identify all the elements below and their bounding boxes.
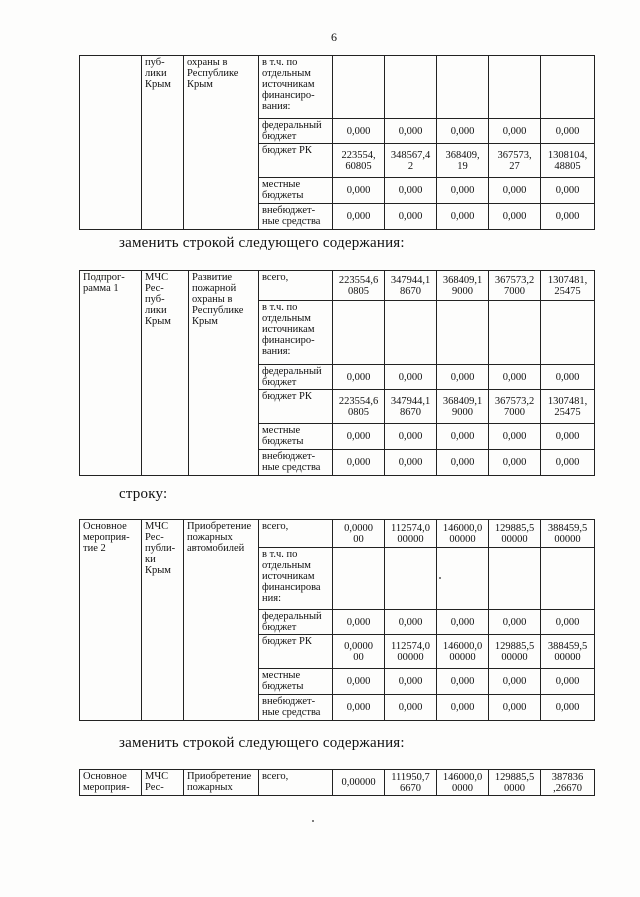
amount-cell	[437, 695, 489, 721]
amount-cell-text: 0,000	[398, 125, 423, 137]
funding-source-cell-text: в т.ч. по отдельным источникам финансирова ния:	[262, 549, 321, 604]
amount-cell-text: 0,000	[555, 211, 580, 222]
amount-cell	[333, 271, 385, 301]
amount-cell-text: 0,000	[502, 676, 527, 687]
amount-cell-text: 0,000	[346, 431, 371, 442]
amount-cell	[489, 56, 541, 119]
amount-cell-text: 0,000	[555, 125, 580, 137]
budget-table-continued	[79, 55, 595, 230]
amount-cell	[489, 178, 541, 204]
amount-cell	[541, 204, 595, 230]
program-name-cell-text: Приобретение пожарных автомобилей	[187, 521, 252, 554]
amount-cell	[437, 635, 489, 669]
program-code-cell	[80, 271, 142, 476]
amount-cell	[385, 669, 437, 695]
program-name-cell-text: Приобретение пожарных	[187, 771, 252, 793]
amount-cell-text: 0,000	[450, 457, 475, 468]
funding-source-cell-text: федеральный бюджет	[262, 120, 322, 142]
funding-source-cell	[259, 119, 333, 144]
amount-cell	[489, 424, 541, 450]
amount-cell	[489, 695, 541, 721]
amount-cell	[385, 56, 437, 119]
table1-body	[80, 56, 595, 230]
funding-source-cell	[259, 635, 333, 669]
amount-cell-text: 223554,6 0805	[338, 274, 379, 297]
amount-cell	[385, 271, 437, 301]
amount-cell	[333, 390, 385, 424]
amount-cell-text: 1307481, 25475	[547, 274, 588, 297]
funding-source-cell-text: внебюджет- ные средства	[262, 696, 321, 718]
amount-cell-text: 347944,1 8670	[390, 274, 431, 297]
amount-cell-text: 1308104, 48805	[547, 149, 588, 172]
amount-cell-text: 0,0000 00	[344, 640, 373, 663]
amount-cell	[333, 635, 385, 669]
funding-source-cell-text: всего,	[262, 521, 289, 532]
amount-cell	[437, 204, 489, 230]
amount-cell	[489, 669, 541, 695]
program-code-cell	[80, 770, 142, 796]
amount-cell	[333, 450, 385, 476]
funding-source-cell	[259, 450, 333, 476]
funding-source-cell-text: местные бюджеты	[262, 425, 304, 447]
amount-cell	[541, 610, 595, 635]
funding-source-cell	[259, 390, 333, 424]
funding-source-cell-text: в т.ч. по отдельным источникам финансиро- вания:	[262, 302, 315, 357]
amount-cell	[333, 119, 385, 144]
funding-source-cell	[259, 56, 333, 119]
amount-cell	[541, 178, 595, 204]
amount-cell	[541, 450, 595, 476]
amount-cell-text: 368409,1 9000	[442, 274, 483, 297]
amount-cell	[489, 770, 541, 796]
subprogram-1-table	[79, 270, 595, 476]
amount-cell	[541, 695, 595, 721]
amount-cell-text: 0,000	[346, 676, 371, 687]
funding-source-cell-text: внебюджет- ные средства	[262, 451, 321, 473]
amount-cell	[489, 548, 541, 610]
amount-cell	[489, 204, 541, 230]
amount-cell-text: 0,000	[450, 616, 475, 628]
amount-cell-text: 0,000	[398, 185, 423, 196]
funding-source-cell	[259, 144, 333, 178]
funding-source-cell	[259, 610, 333, 635]
amount-cell	[385, 635, 437, 669]
funding-source-cell-text: всего,	[262, 771, 289, 782]
funding-source-cell-text: бюджет РК	[262, 636, 312, 647]
amount-cell	[333, 669, 385, 695]
amount-cell-text: 223554, 60805	[341, 149, 376, 172]
funding-source-cell	[259, 424, 333, 450]
funding-source-cell-text: местные бюджеты	[262, 179, 304, 201]
funding-source-cell-text: федеральный бюджет	[262, 366, 322, 388]
executor-cell	[142, 770, 184, 796]
amount-cell-text: 146000,0 00000	[442, 522, 483, 545]
funding-source-cell	[259, 770, 333, 796]
amount-cell-text: 0,000	[502, 371, 527, 383]
amount-cell	[333, 610, 385, 635]
funding-source-cell-text: бюджет РК	[262, 145, 312, 156]
amount-cell	[489, 635, 541, 669]
amount-cell	[385, 770, 437, 796]
amount-cell	[437, 669, 489, 695]
amount-cell-text: 0,000	[346, 211, 371, 222]
amount-cell-text: 223554,6 0805	[338, 395, 379, 418]
amount-cell	[437, 301, 489, 365]
amount-cell-text: 0,000	[450, 676, 475, 687]
amount-cell	[541, 56, 595, 119]
amount-cell-text: 0,000	[502, 457, 527, 468]
amount-cell	[385, 390, 437, 424]
amount-cell	[541, 770, 595, 796]
amount-cell-text: 367573, 27	[497, 149, 532, 172]
funding-source-cell	[259, 695, 333, 721]
funding-source-cell-text: бюджет РК	[262, 391, 312, 402]
program-code-cell	[80, 520, 142, 721]
amount-cell-text: 0,000	[450, 211, 475, 222]
amount-cell	[385, 204, 437, 230]
amount-cell-text: 129885,5 00000	[494, 640, 535, 663]
amount-cell-text: 112574,0 00000	[391, 522, 430, 545]
program-name-cell	[189, 271, 259, 476]
program-name-cell-text: охраны в Республике Крым	[187, 57, 239, 90]
amount-cell	[541, 424, 595, 450]
funding-source-cell-text: внебюджет- ные средства	[262, 205, 321, 227]
amount-cell	[385, 144, 437, 178]
amount-cell-text: 0,000	[398, 457, 423, 468]
amount-cell-text: 0,000	[346, 125, 371, 137]
amount-cell	[437, 450, 489, 476]
amount-cell	[333, 548, 385, 610]
program-name-cell	[184, 520, 259, 721]
amount-cell-text: 0,000	[555, 702, 580, 713]
amount-cell-text: 387836 ,26670	[551, 771, 584, 794]
amount-cell-text: 0,000	[502, 616, 527, 628]
main-activity-2-new-table	[79, 769, 595, 796]
amount-cell	[489, 301, 541, 365]
amount-cell	[333, 770, 385, 796]
amount-cell-text: 0,000	[450, 125, 475, 137]
amount-cell-text: 0,000	[502, 185, 527, 196]
amount-cell-text: 0,000	[555, 457, 580, 468]
funding-source-cell-text: местные бюджеты	[262, 670, 304, 692]
amount-cell-text: 348567,4 2	[390, 149, 431, 172]
table-row	[80, 520, 595, 548]
amount-cell-text: 388459,5 00000	[547, 640, 588, 663]
amount-cell	[385, 520, 437, 548]
amount-cell	[489, 520, 541, 548]
amount-cell	[385, 178, 437, 204]
amount-cell-text: 0,000	[555, 616, 580, 628]
program-name-cell	[184, 770, 259, 796]
executor-cell	[142, 271, 189, 476]
amount-cell	[437, 520, 489, 548]
amount-cell	[489, 390, 541, 424]
executor-cell-text: МЧС Рес- пуб- лики Крым	[145, 272, 171, 327]
amount-cell	[333, 56, 385, 119]
amount-cell	[541, 119, 595, 144]
scan-speck	[439, 577, 441, 579]
amount-cell-text: 0,000	[346, 371, 371, 383]
amount-cell	[385, 450, 437, 476]
amount-cell	[541, 390, 595, 424]
amount-cell	[541, 635, 595, 669]
amount-cell-text: 347944,1 8670	[390, 395, 431, 418]
funding-source-cell	[259, 548, 333, 610]
funding-source-cell-text: в т.ч. по отдельным источникам финансиро- вания:	[262, 57, 315, 112]
amount-cell-text: 129885,5 0000	[494, 771, 535, 794]
funding-source-cell	[259, 178, 333, 204]
amount-cell-text: 129885,5 00000	[494, 522, 535, 545]
executor-cell	[142, 520, 184, 721]
funding-source-cell	[259, 271, 333, 301]
funding-source-cell	[259, 365, 333, 390]
amount-cell	[333, 301, 385, 365]
amount-cell-text: 368409,1 9000	[442, 395, 483, 418]
amount-cell-text: 0,000	[398, 616, 423, 628]
amount-cell	[541, 365, 595, 390]
amount-cell-text: 0,000	[398, 431, 423, 442]
main-activity-2-table	[79, 519, 595, 721]
amount-cell	[437, 56, 489, 119]
amount-cell	[489, 610, 541, 635]
amount-cell	[541, 144, 595, 178]
amount-cell-text: 0,000	[502, 125, 527, 137]
table3-body	[80, 520, 595, 721]
table4-body	[80, 770, 595, 796]
executor-cell	[142, 56, 184, 230]
amount-cell	[541, 669, 595, 695]
amount-cell	[489, 271, 541, 301]
scan-speck	[312, 820, 314, 822]
replace-phrase-1: заменить строкой следующего содержания:	[119, 235, 405, 251]
amount-cell	[333, 520, 385, 548]
funding-source-cell-text: федеральный бюджет	[262, 611, 322, 633]
amount-cell	[385, 424, 437, 450]
amount-cell-text: 0,000	[502, 431, 527, 442]
amount-cell	[385, 301, 437, 365]
amount-cell-text: 0,000	[346, 702, 371, 713]
amount-cell-text: 0,00000	[341, 777, 376, 788]
line-phrase: строку:	[119, 486, 168, 502]
table-row	[80, 56, 595, 119]
amount-cell	[489, 144, 541, 178]
program-name-cell	[184, 56, 259, 230]
amount-cell	[333, 178, 385, 204]
amount-cell	[489, 365, 541, 390]
amount-cell-text: 0,000	[555, 371, 580, 383]
amount-cell-text: 0,000	[398, 676, 423, 687]
amount-cell-text: 146000,0 00000	[442, 640, 483, 663]
page-number: 6	[331, 30, 337, 44]
amount-cell	[541, 548, 595, 610]
funding-source-cell	[259, 669, 333, 695]
amount-cell	[541, 271, 595, 301]
amount-cell-text: 0,000	[450, 702, 475, 713]
funding-source-cell	[259, 204, 333, 230]
funding-source-cell-text: всего,	[262, 272, 289, 283]
amount-cell	[333, 365, 385, 390]
amount-cell-text: 367573,2 7000	[494, 274, 535, 297]
amount-cell	[541, 520, 595, 548]
amount-cell	[333, 204, 385, 230]
table-row	[80, 271, 595, 301]
amount-cell	[333, 424, 385, 450]
amount-cell-text: 0,000	[555, 676, 580, 687]
amount-cell-text: 0,000	[450, 185, 475, 196]
amount-cell	[437, 390, 489, 424]
amount-cell	[437, 548, 489, 610]
executor-cell-text: МЧС Рес-	[145, 771, 169, 793]
executor-cell-text: пуб- лики Крым	[145, 57, 171, 90]
amount-cell-text: 1307481, 25475	[547, 395, 588, 418]
amount-cell	[437, 610, 489, 635]
program-code-cell-text: Основное мероприя- тие 2	[83, 521, 130, 554]
amount-cell-text: 0,000	[398, 702, 423, 713]
amount-cell-text: 112574,0 00000	[391, 640, 430, 663]
amount-cell-text: 0,000	[398, 211, 423, 222]
table-row	[80, 770, 595, 796]
amount-cell	[385, 365, 437, 390]
amount-cell-text: 0,000	[555, 431, 580, 442]
amount-cell	[437, 144, 489, 178]
amount-cell	[333, 144, 385, 178]
amount-cell-text: 0,000	[450, 371, 475, 383]
amount-cell-text: 388459,5 00000	[547, 522, 588, 545]
amount-cell-text: 0,0000 00	[344, 522, 373, 545]
amount-cell-text: 0,000	[398, 371, 423, 383]
amount-cell	[437, 271, 489, 301]
amount-cell-text: 146000,0 0000	[442, 771, 483, 794]
replace-phrase-2: заменить строкой следующего содержания:	[119, 735, 405, 751]
program-name-cell-text: Развитие пожарной охраны в Республике Крым	[192, 272, 244, 327]
table2-body	[80, 271, 595, 476]
amount-cell	[437, 119, 489, 144]
amount-cell	[437, 178, 489, 204]
amount-cell	[437, 424, 489, 450]
amount-cell	[385, 610, 437, 635]
amount-cell	[437, 770, 489, 796]
executor-cell-text: МЧС Рес- публи- ки Крым	[145, 521, 176, 576]
amount-cell	[385, 548, 437, 610]
amount-cell	[489, 450, 541, 476]
amount-cell-text: 0,000	[346, 457, 371, 468]
program-code-cell-text: Подпрог- рамма 1	[83, 272, 125, 294]
amount-cell-text: 0,000	[346, 185, 371, 196]
amount-cell	[541, 301, 595, 365]
program-code-cell	[80, 56, 142, 230]
amount-cell-text: 367573,2 7000	[494, 395, 535, 418]
amount-cell-text: 0,000	[502, 211, 527, 222]
amount-cell	[385, 695, 437, 721]
amount-cell-text: 368409, 19	[445, 149, 480, 172]
amount-cell	[437, 365, 489, 390]
program-code-cell-text: Основное мероприя-	[83, 771, 130, 793]
amount-cell-text: 0,000	[555, 185, 580, 196]
amount-cell-text: 111950,7 6670	[391, 771, 430, 794]
amount-cell	[489, 119, 541, 144]
funding-source-cell	[259, 520, 333, 548]
amount-cell-text: 0,000	[346, 616, 371, 628]
amount-cell	[333, 695, 385, 721]
funding-source-cell	[259, 301, 333, 365]
amount-cell	[385, 119, 437, 144]
amount-cell-text: 0,000	[502, 702, 527, 713]
amount-cell-text: 0,000	[450, 431, 475, 442]
